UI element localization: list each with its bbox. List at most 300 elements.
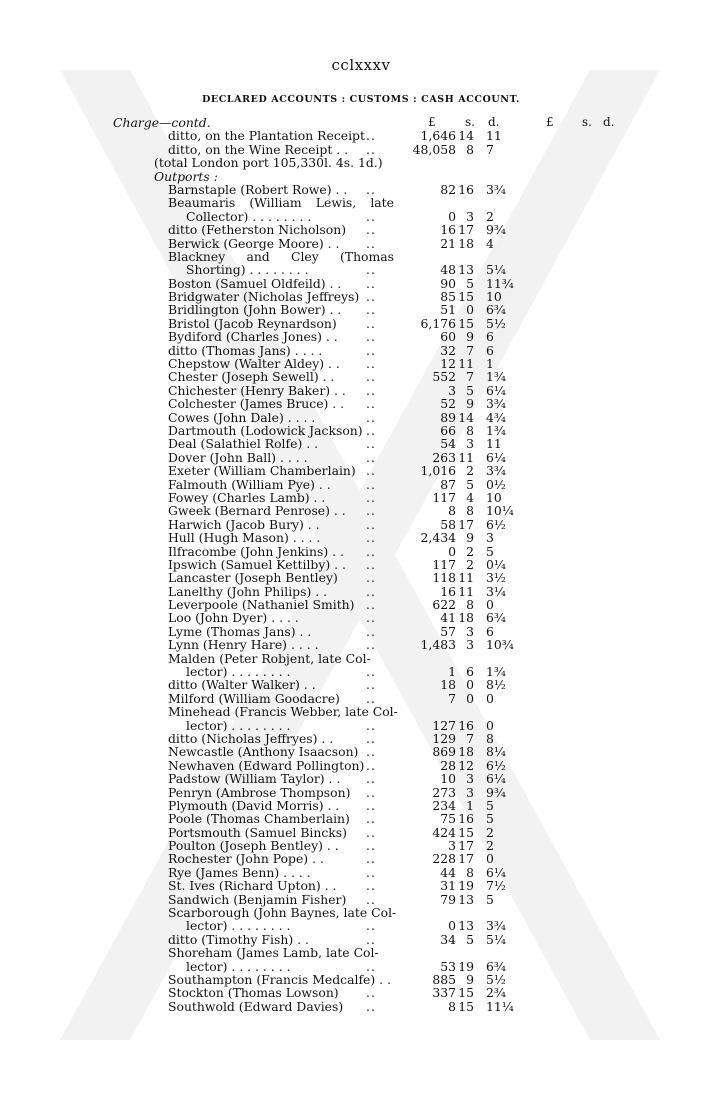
table-row bbox=[0, 397, 722, 410]
pence-value: 6 bbox=[486, 342, 494, 358]
charge-heading: Charge—contd. bbox=[113, 115, 211, 130]
pence-value: 5 bbox=[486, 891, 494, 907]
pence-value: 0 bbox=[486, 597, 494, 613]
table-row bbox=[0, 143, 722, 156]
table-row bbox=[0, 303, 722, 316]
table-row bbox=[0, 678, 722, 691]
pounds-value: 1,016 bbox=[420, 463, 456, 479]
leader-dots: .. bbox=[366, 918, 376, 934]
entry-description: Deal (Salathiel Rolfe) . . bbox=[168, 436, 319, 452]
shillings-value: 8 bbox=[466, 503, 474, 519]
shillings-value: 12 bbox=[458, 757, 474, 773]
leader-dots: .. bbox=[366, 730, 376, 746]
entry-description: lector) . . . . . . . . bbox=[186, 664, 291, 680]
pounds-value: 129 bbox=[432, 730, 456, 746]
shillings-value: 2 bbox=[466, 463, 474, 479]
pounds-value: 82 bbox=[440, 181, 456, 197]
entry-description: Gweek (Bernard Penrose) . . bbox=[168, 503, 346, 519]
pence-value: 11 bbox=[486, 436, 502, 452]
entry-description: Dartmouth (Lodowick Jackson) bbox=[168, 422, 363, 438]
entry-description: Dover (John Ball) . . . . bbox=[168, 449, 308, 465]
pounds-value: 41 bbox=[440, 610, 456, 626]
entry-description: Rochester (John Pope) . . bbox=[168, 851, 324, 867]
leader-dots: .. bbox=[366, 476, 376, 492]
pounds-header-1: £ bbox=[428, 115, 436, 129]
table-row bbox=[0, 478, 722, 491]
table-row bbox=[0, 263, 722, 276]
leader-dots: .. bbox=[366, 664, 376, 680]
table-row bbox=[0, 424, 722, 437]
pounds-value: 8 bbox=[448, 503, 456, 519]
shillings-value: 15 bbox=[458, 824, 474, 840]
pence-header-1: d. bbox=[488, 115, 500, 129]
pounds-value: 60 bbox=[440, 329, 456, 345]
leader-dots: .. bbox=[366, 797, 376, 813]
table-row bbox=[0, 906, 722, 919]
leader-dots: .. bbox=[366, 302, 376, 318]
shillings-value: 17 bbox=[458, 851, 474, 867]
pence-value: 0½ bbox=[486, 476, 506, 492]
pence-value: 6¼ bbox=[486, 449, 506, 465]
table-row bbox=[0, 665, 722, 678]
entry-description: Berwick (George Moore) . . bbox=[168, 235, 340, 251]
shillings-value: 15 bbox=[458, 985, 474, 1001]
entry-description: Chichester (Henry Baker) . . bbox=[168, 382, 346, 398]
leader-dots: .. bbox=[366, 757, 376, 773]
pence-value: 9¾ bbox=[486, 222, 506, 238]
pence-value: 3¼ bbox=[486, 583, 506, 599]
shillings-value: 3 bbox=[466, 623, 474, 639]
entry-description: Harwich (Jacob Bury) . . bbox=[168, 516, 320, 532]
table-row bbox=[0, 692, 722, 705]
pounds-value: 117 bbox=[432, 489, 456, 505]
table-row bbox=[0, 759, 722, 772]
entry-description: Newhaven (Edward Pollington) bbox=[168, 757, 365, 773]
shillings-value: 8 bbox=[466, 422, 474, 438]
pounds-value: 1,483 bbox=[420, 637, 456, 653]
pounds-value: 0 bbox=[448, 543, 456, 559]
entry-description: (total London port 105,330l. 4s. 1d.) bbox=[154, 155, 383, 171]
leader-dots: .. bbox=[366, 342, 376, 358]
pounds-value: 885 bbox=[432, 972, 456, 987]
shillings-value: 18 bbox=[458, 744, 474, 760]
table-row bbox=[0, 531, 722, 544]
pence-value: 10¼ bbox=[486, 503, 514, 519]
pence-value: 5½ bbox=[486, 315, 506, 331]
pounds-value: 118 bbox=[432, 570, 456, 586]
leader-dots: .. bbox=[366, 543, 376, 559]
pounds-value: 622 bbox=[432, 597, 456, 613]
pounds-value: 48 bbox=[440, 262, 456, 278]
leader-dots: .. bbox=[366, 315, 376, 331]
leader-dots: .. bbox=[366, 128, 376, 144]
leader-dots: .. bbox=[366, 570, 376, 586]
pence-value: 2 bbox=[486, 208, 494, 224]
leader-dots: .. bbox=[366, 583, 376, 599]
entry-description: Newcastle (Anthony Isaacson) bbox=[168, 744, 359, 760]
leader-dots: .. bbox=[366, 222, 376, 238]
table-row bbox=[0, 826, 722, 839]
table-row bbox=[0, 357, 722, 370]
leader-dots: .. bbox=[366, 851, 376, 867]
pounds-value: 2,434 bbox=[420, 530, 456, 546]
pence-value: 3¾ bbox=[486, 396, 506, 412]
shillings-value: 3 bbox=[466, 637, 474, 653]
pounds-value: 1 bbox=[448, 664, 456, 680]
pounds-value: 57 bbox=[440, 623, 456, 639]
pounds-value: 273 bbox=[432, 784, 456, 800]
pounds-value: 0 bbox=[448, 208, 456, 224]
pence-value: 8¼ bbox=[486, 744, 506, 760]
shillings-value: 16 bbox=[458, 811, 474, 827]
pence-value: 2 bbox=[486, 838, 494, 854]
table-row bbox=[0, 638, 722, 651]
leader-dots: .. bbox=[366, 141, 376, 157]
table-row bbox=[0, 799, 722, 812]
table-row bbox=[0, 946, 722, 959]
pounds-value: 53 bbox=[440, 958, 456, 974]
pounds-value: 48,058 bbox=[412, 141, 456, 157]
pence-value: 5¼ bbox=[486, 262, 506, 278]
entry-description: Colchester (James Bruce) . . bbox=[168, 396, 345, 412]
table-row bbox=[0, 933, 722, 946]
pence-value: 0 bbox=[486, 690, 494, 706]
entry-description: Lynn (Henry Hare) . . . . bbox=[168, 637, 319, 653]
shillings-value: 15 bbox=[458, 289, 474, 305]
pounds-value: 1,646 bbox=[420, 128, 456, 144]
pence-value: 3 bbox=[486, 530, 494, 546]
table-row bbox=[0, 170, 722, 183]
table-row bbox=[0, 1000, 722, 1013]
pence-value: 11 bbox=[486, 128, 502, 144]
leader-dots: .. bbox=[366, 811, 376, 827]
pence-value: 8½ bbox=[486, 677, 506, 693]
entry-description: Falmouth (William Pye) . . bbox=[168, 476, 331, 492]
shillings-value: 5 bbox=[466, 931, 474, 947]
shillings-value: 19 bbox=[458, 878, 474, 894]
leader-dots: .. bbox=[366, 717, 376, 733]
entry-description: St. Ives (Richard Upton) . . bbox=[168, 878, 337, 894]
table-row bbox=[0, 732, 722, 745]
pence-value: 1¾ bbox=[486, 422, 506, 438]
pence-value: 6¾ bbox=[486, 610, 506, 626]
pounds-value: 263 bbox=[432, 449, 456, 465]
leader-dots: .. bbox=[366, 449, 376, 465]
pounds-value: 21 bbox=[440, 235, 456, 251]
entry-description: Rye (James Benn) . . . . bbox=[168, 864, 311, 880]
shillings-value: 5 bbox=[466, 275, 474, 291]
table-row bbox=[0, 545, 722, 558]
entry-description: Barnstaple (Robert Rowe) . . bbox=[168, 181, 348, 197]
pence-value: 6¼ bbox=[486, 771, 506, 787]
pence-value: 6 bbox=[486, 329, 494, 345]
entry-description: Bridlington (John Bower) . . bbox=[168, 302, 342, 318]
pence-value: 2¾ bbox=[486, 985, 506, 1001]
shillings-value: 14 bbox=[458, 409, 474, 425]
shillings-value: 17 bbox=[458, 838, 474, 854]
pounds-value: 127 bbox=[432, 717, 456, 733]
pounds-value: 28 bbox=[440, 757, 456, 773]
table-row bbox=[0, 518, 722, 531]
shillings-value: 8 bbox=[466, 597, 474, 613]
entry-description: Fowey (Charles Lamb) . . bbox=[168, 489, 326, 505]
table-row bbox=[0, 719, 722, 732]
pounds-value: 75 bbox=[440, 811, 456, 827]
pence-value: 6 bbox=[486, 623, 494, 639]
pence-value: 6½ bbox=[486, 757, 506, 773]
shillings-header-1: s. bbox=[465, 115, 475, 129]
entry-description: Poole (Thomas Chamberlain) bbox=[168, 811, 350, 827]
entry-description: ditto (Timothy Fish) . . bbox=[168, 931, 309, 947]
pounds-value: 51 bbox=[440, 302, 456, 318]
pounds-value: 228 bbox=[432, 851, 456, 867]
leader-dots: .. bbox=[366, 382, 376, 398]
page-number: cclxxxv bbox=[331, 56, 391, 74]
shillings-value: 0 bbox=[466, 690, 474, 706]
table-row bbox=[0, 237, 722, 250]
pounds-value: 79 bbox=[440, 891, 456, 907]
leader-dots: .. bbox=[366, 181, 376, 197]
leader-dots: .. bbox=[366, 275, 376, 291]
entry-description: Plymouth (David Morris) . . bbox=[168, 797, 340, 813]
table-row bbox=[0, 893, 722, 906]
table-row bbox=[0, 705, 722, 718]
leader-dots: .. bbox=[366, 235, 376, 251]
entry-description: Southwold (Edward Davies) bbox=[168, 998, 344, 1014]
shillings-value: 16 bbox=[458, 181, 474, 197]
pence-value: 5 bbox=[486, 811, 494, 827]
entry-description: lector) . . . . . . . . bbox=[186, 717, 291, 733]
shillings-value: 0 bbox=[466, 677, 474, 693]
pounds-value: 89 bbox=[440, 409, 456, 425]
entry-description: Lyme (Thomas Jans) . . bbox=[168, 623, 312, 639]
entry-description: Milford (William Goodacre) bbox=[168, 690, 340, 706]
entry-description: Bridgwater (Nicholas Jeffreys) bbox=[168, 289, 360, 305]
pounds-value: 552 bbox=[432, 369, 456, 385]
leader-dots: .. bbox=[366, 436, 376, 452]
shillings-value: 9 bbox=[466, 972, 474, 987]
shillings-value: 7 bbox=[466, 730, 474, 746]
entry-description: Chester (Joseph Sewell) . . bbox=[168, 369, 335, 385]
shillings-value: 1 bbox=[466, 797, 474, 813]
entry-description: Lancaster (Joseph Bentley) bbox=[168, 570, 338, 586]
shillings-value: 3 bbox=[466, 771, 474, 787]
table-row bbox=[0, 411, 722, 424]
shillings-value: 8 bbox=[466, 864, 474, 880]
pence-value: 6½ bbox=[486, 516, 506, 532]
entry-description: Bristol (Jacob Reynardson) bbox=[168, 315, 337, 331]
entry-description: Ipswich (Samuel Kettilby) . . bbox=[168, 556, 346, 572]
pence-value: 5 bbox=[486, 543, 494, 559]
pence-header-2: d. bbox=[603, 115, 615, 129]
table-row bbox=[0, 973, 722, 986]
leader-dots: .. bbox=[366, 637, 376, 653]
pence-value: 7½ bbox=[486, 878, 506, 894]
pence-value: 6¼ bbox=[486, 864, 506, 880]
running-head: DECLARED ACCOUNTS : CUSTOMS : CASH ACCOUNT. bbox=[202, 94, 520, 105]
pounds-value: 66 bbox=[440, 422, 456, 438]
pounds-value: 32 bbox=[440, 342, 456, 358]
table-row bbox=[0, 611, 722, 624]
table-row bbox=[0, 464, 722, 477]
pounds-value: 337 bbox=[432, 985, 456, 1001]
leader-dots: .. bbox=[366, 878, 376, 894]
shillings-value: 9 bbox=[466, 329, 474, 345]
leader-dots: .. bbox=[366, 690, 376, 706]
shillings-value: 2 bbox=[466, 543, 474, 559]
pounds-value: 34 bbox=[440, 931, 456, 947]
pence-value: 2 bbox=[486, 824, 494, 840]
entry-description: ditto (Nicholas Jeffryes) . . bbox=[168, 730, 334, 746]
pounds-value: 424 bbox=[432, 824, 456, 840]
entry-description: Lanelthy (John Philips) . . bbox=[168, 583, 328, 599]
pence-value: 1¾ bbox=[486, 664, 506, 680]
shillings-value: 17 bbox=[458, 516, 474, 532]
pounds-value: 52 bbox=[440, 396, 456, 412]
leader-dots: .. bbox=[366, 289, 376, 305]
entry-description: Poulton (Joseph Bentley) . . bbox=[168, 838, 339, 854]
table-row bbox=[0, 558, 722, 571]
entry-description: Malden (Peter Robjent, late Col- bbox=[168, 650, 371, 666]
pounds-value: 90 bbox=[440, 275, 456, 291]
header-row bbox=[0, 116, 722, 129]
entry-description: Blackney and Cley (Thomas bbox=[168, 248, 394, 264]
table-row bbox=[0, 839, 722, 852]
leader-dots: .. bbox=[366, 208, 376, 224]
pence-value: 7 bbox=[486, 141, 494, 157]
entry-description: Shoreham (James Lamb, late Col- bbox=[168, 945, 379, 961]
table-row bbox=[0, 852, 722, 865]
table-row bbox=[0, 745, 722, 758]
leader-dots: .. bbox=[366, 422, 376, 438]
table-row bbox=[0, 250, 722, 263]
pence-value: 3¾ bbox=[486, 918, 506, 934]
table-row bbox=[0, 866, 722, 879]
shillings-value: 18 bbox=[458, 610, 474, 626]
pence-value: 0 bbox=[486, 717, 494, 733]
entry-description: Penryn (Ambrose Thompson) bbox=[168, 784, 351, 800]
pounds-value: 87 bbox=[440, 476, 456, 492]
leader-dots: .. bbox=[366, 931, 376, 947]
pounds-value: 85 bbox=[440, 289, 456, 305]
leader-dots: .. bbox=[366, 958, 376, 974]
pounds-value: 3 bbox=[448, 382, 456, 398]
pounds-value: 31 bbox=[440, 878, 456, 894]
table-row bbox=[0, 812, 722, 825]
pence-value: 11¼ bbox=[486, 998, 514, 1014]
pence-value: 10¾ bbox=[486, 637, 514, 653]
shillings-value: 5 bbox=[466, 476, 474, 492]
pence-value: 4 bbox=[486, 235, 494, 251]
entry-description: lector) . . . . . . . . bbox=[186, 958, 291, 974]
leader-dots: .. bbox=[366, 610, 376, 626]
shillings-header-2: s. bbox=[582, 115, 592, 129]
entry-description: Stockton (Thomas Lowson) bbox=[168, 985, 339, 1001]
leader-dots: .. bbox=[366, 489, 376, 505]
pounds-value: 234 bbox=[432, 797, 456, 813]
pence-value: 1 bbox=[486, 356, 494, 372]
shillings-value: 0 bbox=[466, 302, 474, 318]
leader-dots: .. bbox=[366, 530, 376, 546]
leader-dots: .. bbox=[366, 516, 376, 532]
account-rows bbox=[0, 129, 722, 1013]
table-row bbox=[0, 491, 722, 504]
entry-description: Cowes (John Dale) . . . . bbox=[168, 409, 316, 425]
shillings-value: 15 bbox=[458, 998, 474, 1014]
pounds-value: 18 bbox=[440, 677, 456, 693]
table-row bbox=[0, 290, 722, 303]
leader-dots: .. bbox=[366, 329, 376, 345]
leader-dots: .. bbox=[366, 824, 376, 840]
leader-dots: .. bbox=[366, 985, 376, 1001]
pence-value: 0 bbox=[486, 851, 494, 867]
pence-value: 5 bbox=[486, 797, 494, 813]
pounds-value: 6,176 bbox=[420, 315, 456, 331]
table-row bbox=[0, 772, 722, 785]
table-row bbox=[0, 451, 722, 464]
accounts-table bbox=[0, 116, 722, 1013]
pounds-value: 869 bbox=[432, 744, 456, 760]
pounds-value: 10 bbox=[440, 771, 456, 787]
table-row bbox=[0, 277, 722, 290]
leader-dots: .. bbox=[366, 356, 376, 372]
entry-description: Loo (John Dyer) . . . . bbox=[168, 610, 299, 626]
pence-value: 9¾ bbox=[486, 784, 506, 800]
entry-description: Southampton (Francis Medcalfe) . . bbox=[168, 972, 391, 987]
table-row bbox=[0, 330, 722, 343]
entry-description: Ilfracombe (John Jenkins) . . bbox=[168, 543, 344, 559]
entry-description: Exeter (William Chamberlain) bbox=[168, 463, 356, 479]
entry-description: lector) . . . . . . . . bbox=[186, 918, 291, 934]
leader-dots: .. bbox=[366, 597, 376, 613]
pounds-value: 117 bbox=[432, 556, 456, 572]
entry-description: Sandwich (Benjamin Fisher) bbox=[168, 891, 347, 907]
leader-dots: .. bbox=[366, 998, 376, 1014]
shillings-value: 11 bbox=[458, 356, 474, 372]
pence-value: 10 bbox=[486, 289, 502, 305]
leader-dots: .. bbox=[366, 677, 376, 693]
pounds-value: 0 bbox=[448, 918, 456, 934]
table-row bbox=[0, 598, 722, 611]
shillings-value: 13 bbox=[458, 262, 474, 278]
shillings-value: 2 bbox=[466, 556, 474, 572]
table-row bbox=[0, 585, 722, 598]
table-row bbox=[0, 437, 722, 450]
shillings-value: 19 bbox=[458, 958, 474, 974]
shillings-value: 18 bbox=[458, 235, 474, 251]
leader-dots: .. bbox=[366, 262, 376, 278]
entry-description: ditto, on the Wine Receipt . . bbox=[168, 141, 349, 157]
entry-description: Portsmouth (Samuel Bincks) bbox=[168, 824, 348, 840]
table-row bbox=[0, 183, 722, 196]
leader-dots: .. bbox=[366, 891, 376, 907]
pounds-value: 8 bbox=[448, 998, 456, 1014]
pence-value: 4¾ bbox=[486, 409, 506, 425]
table-row bbox=[0, 370, 722, 383]
pounds-value: 7 bbox=[448, 690, 456, 706]
shillings-value: 15 bbox=[458, 315, 474, 331]
pence-value: 5¼ bbox=[486, 931, 506, 947]
table-row bbox=[0, 156, 722, 169]
entry-description: ditto (Walter Walker) . . bbox=[168, 677, 316, 693]
pounds-value: 16 bbox=[440, 583, 456, 599]
entry-description: Chepstow (Walter Aldey) . . bbox=[168, 356, 340, 372]
pence-value: 8 bbox=[486, 730, 494, 746]
shillings-value: 9 bbox=[466, 396, 474, 412]
entry-description: Minehead (Francis Webber, late Col- bbox=[168, 704, 398, 720]
shillings-value: 3 bbox=[466, 436, 474, 452]
entry-description: ditto (Fetherston Nicholson) bbox=[168, 222, 347, 238]
